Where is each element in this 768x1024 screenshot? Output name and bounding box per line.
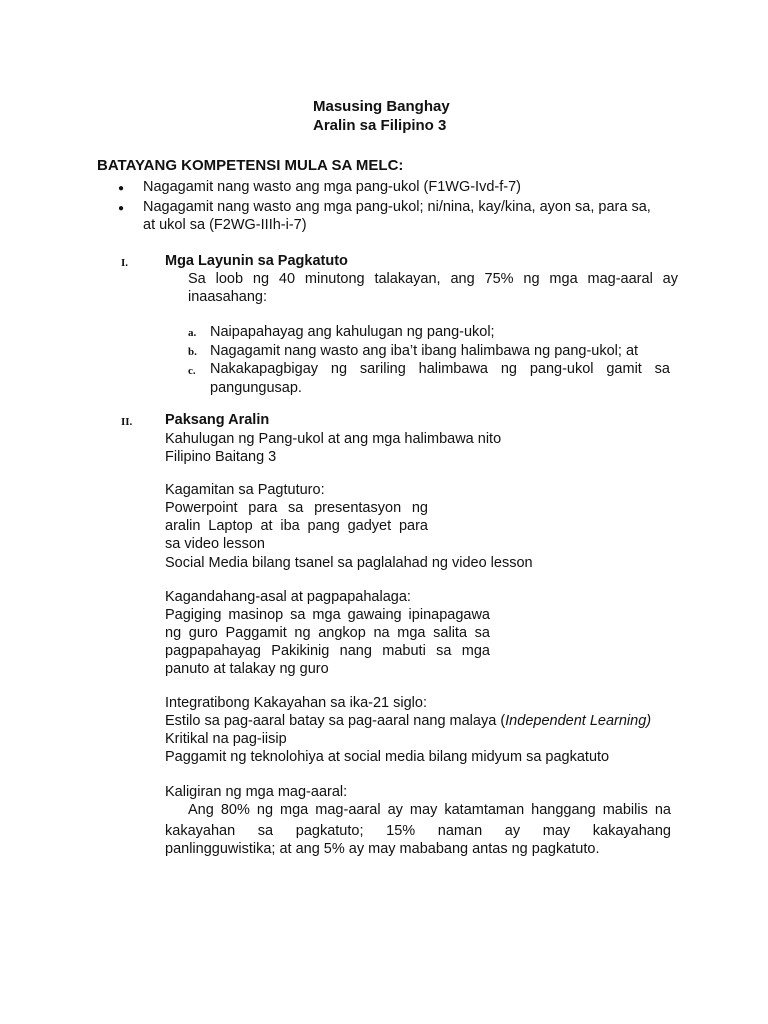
item-c-text-cont: pangungusap. (210, 380, 302, 396)
materials-line3: sa video lesson (165, 536, 265, 552)
values-line2: ng guro Paggamit ng angkop na mga salita sa (165, 625, 490, 641)
section2-heading: Paksang Aralin (165, 412, 270, 428)
values-line3: pagpapahayag Pakikinig nang mabuti sa mga (165, 643, 490, 659)
skills-line1-italic: Independent Learning) (505, 713, 652, 729)
skills-line1-text: Estilo sa pag-aaral batay sa pag-aaral nang malaya ( (165, 713, 506, 729)
materials-label: Kagamitan sa Pagtuturo: (165, 482, 325, 498)
learners-line3: panlingguwistika; at ang 5% ay may mababang antas ng pagkatuto. (165, 841, 600, 857)
competency-bullet-2-cont: at ukol sa (F2WG-IIIh-i-7) (143, 217, 307, 233)
materials-line2: aralin Laptop at iba pang gadyet para (165, 518, 428, 534)
skills-line2: Kritikal na pag-iisip (165, 731, 287, 747)
section1-heading: Mga Layunin sa Pagkatuto (165, 253, 348, 269)
section1-intro-line2: inaasahang: (188, 289, 268, 305)
values-line4: panuto at talakay ng guro (165, 661, 329, 677)
doc-title-line2: Aralin sa Filipino 3 (313, 117, 447, 134)
learners-line2: kakayahan sa pagkatuto; 15% naman ay may kakayahang (165, 823, 671, 839)
skills-line3: Paggamit ng teknolohiya at social media bilang midyum sa pagkatuto (165, 749, 610, 765)
skills-line1 (165, 713, 651, 729)
values-line1: Pagiging masinop sa mga gawaing ipinapagawa (165, 607, 490, 623)
section2-grade: Filipino Baitang 3 (165, 449, 277, 465)
materials-line1: Powerpoint para sa presentasyon ng (165, 500, 428, 516)
values-label: Kagandahang-asal at pagpapahalaga: (165, 589, 411, 605)
section1-intro-line1: Sa loob ng 40 minutong talakayan, ang 75% ng mga mag-aaral ay (188, 271, 678, 287)
section2-numeral: II. (121, 416, 133, 428)
item-a-text: Naipapahayag ang kahulugan ng pang-ukol; (210, 324, 495, 340)
learners-line1: Ang 80% ng mga mag-aaral ay may katamtaman hanggang mabilis na (188, 802, 671, 818)
item-a-letter: a. (188, 327, 197, 339)
item-c-letter: c. (188, 365, 196, 377)
item-c-text: Nakakapagbigay ng sariling halimbawa ng pang-ukol gamit sa (210, 361, 670, 377)
section2-topic: Kahulugan ng Pang-ukol at ang mga halimbawa nito (165, 431, 502, 447)
learners-label: Kaligiran ng mga mag-aaral: (165, 784, 348, 800)
materials-line4: Social Media bilang tsanel sa paglalahad ng video lesson (165, 555, 533, 571)
competency-bullet-1: Nagagamit nang wasto ang mga pang-ukol (F1WG-Ivd-f-7) (143, 179, 521, 195)
bullet-dot-2: ● (118, 203, 125, 214)
item-b-text: Nagagamit nang wasto ang iba’t ibang halimbawa ng pang-ukol; at (210, 343, 639, 359)
competency-heading: BATAYANG KOMPETENSI MULA SA MELC: (97, 157, 404, 174)
doc-title-line1: Masusing Banghay (313, 98, 450, 115)
bullet-dot-1: ● (118, 183, 125, 194)
competency-bullet-2: Nagagamit nang wasto ang mga pang-ukol; ni/nina, kay/kina, ayon sa, para sa, (143, 199, 651, 215)
item-b-letter: b. (188, 346, 197, 358)
section1-numeral: I. (121, 257, 129, 269)
skills-label: Integratibong Kakayahan sa ika-21 siglo: (165, 695, 427, 711)
